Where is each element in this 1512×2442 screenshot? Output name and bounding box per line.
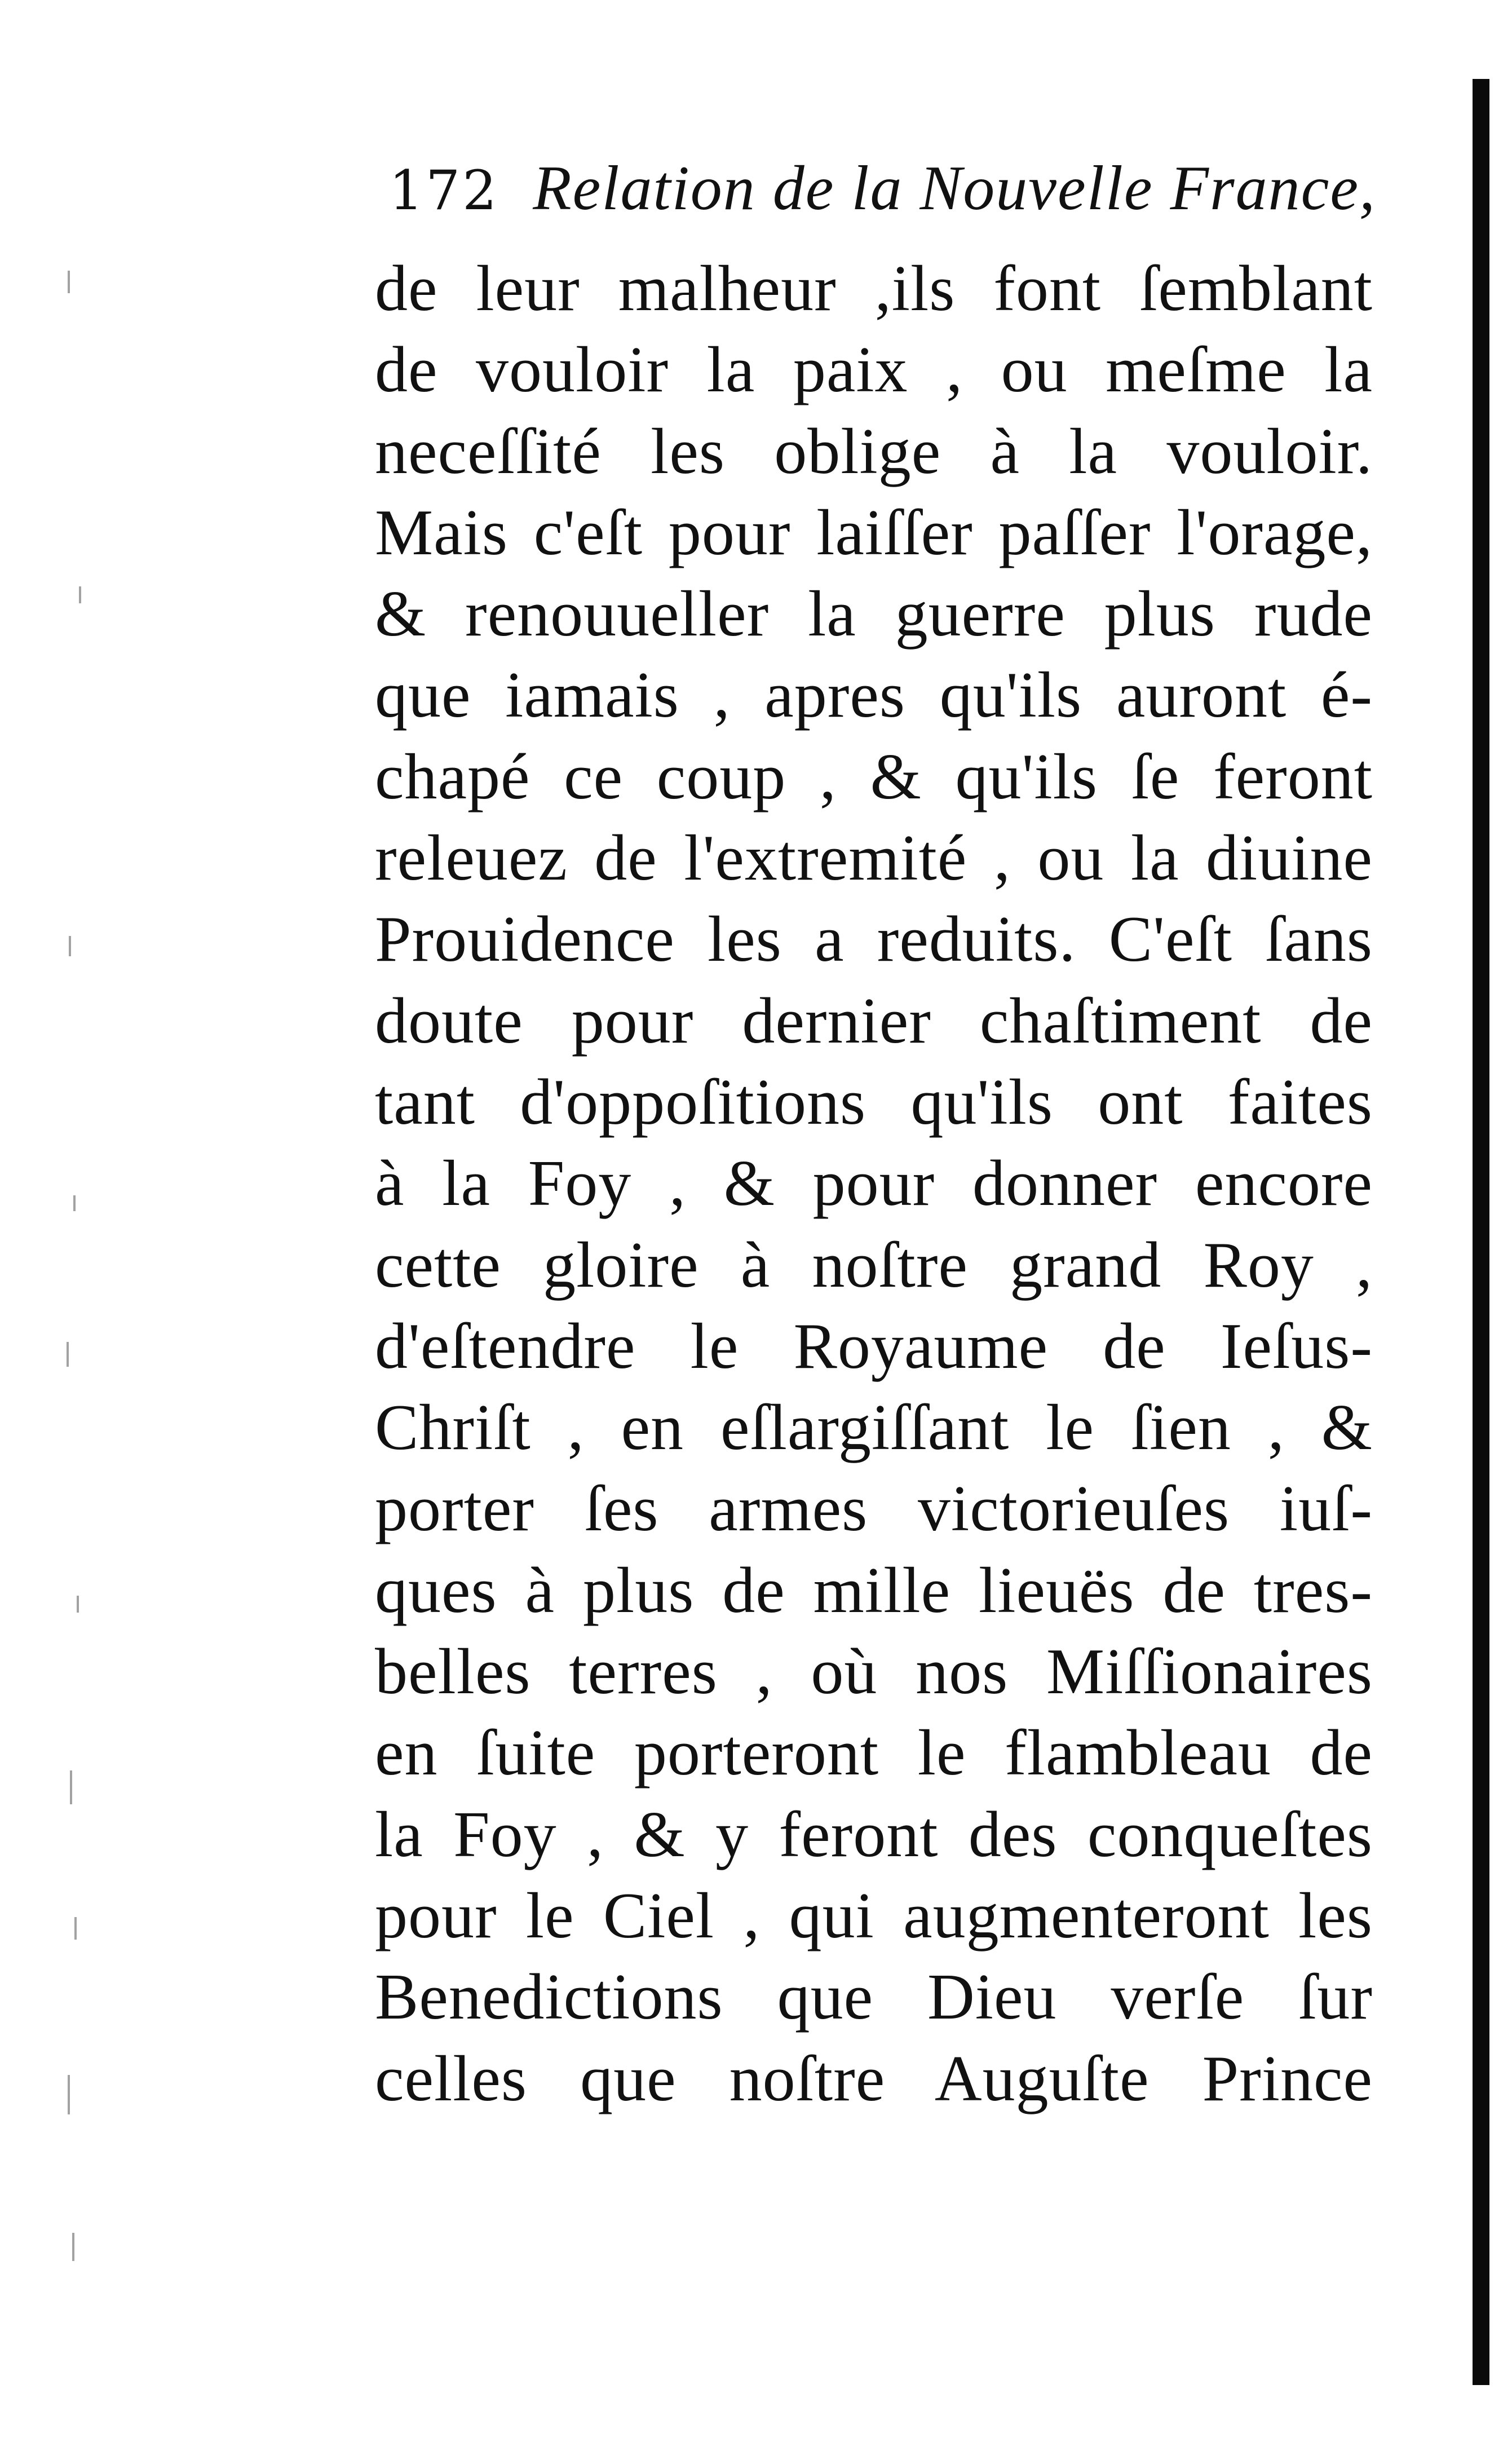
text-line: à la Foy , & pour donner encore	[375, 1147, 1373, 1220]
text-line: de vouloir la paix , ou meſme la	[375, 334, 1373, 407]
text-line: de leur malheur ,ils font ſemblant	[375, 253, 1373, 325]
text-line: chapé ce coup , & qu'ils ſe feront	[375, 740, 1373, 813]
text-line: doute pour dernier chaſtiment de	[375, 984, 1373, 1057]
text-line: en ſuite porteront le flambleau de	[375, 1717, 1373, 1790]
page-edge-shadow	[1473, 79, 1489, 2385]
page-header	[389, 152, 1377, 248]
text-line: & renouueller la guerre plus rude	[375, 578, 1373, 651]
text-line: porter ſes armes victorieuſes iuſ-	[375, 1473, 1373, 1545]
text-line: celles que noſtre Auguſte Prince	[375, 2042, 1373, 2115]
text-line: Mais c'eſt pour laiſſer paſſer l'orage,	[375, 496, 1373, 569]
text-line: tant d'oppoſitions qu'ils ont faites	[375, 1066, 1373, 1138]
text-line: la Foy , & y feront des conqueſtes	[375, 1798, 1373, 1871]
text-line: belles terres , où nos Miſſionaires	[375, 1636, 1373, 1708]
text-line: d'eſtendre le Royaume de Ieſus-	[375, 1310, 1373, 1383]
text-line: releuez de l'extremité , ou la diuine	[375, 822, 1373, 895]
text-line: neceſſité les oblige à la vouloir.	[375, 415, 1373, 488]
text-line: Benedictions que Dieu verſe ſur	[375, 1961, 1373, 2034]
text-line: cette gloire à noſtre grand Roy ,	[375, 1229, 1373, 1301]
gutter-specks	[62, 271, 96, 2357]
running-head: Relation de la Nouvelle France,	[533, 153, 1377, 223]
text-line: Prouidence les a reduits. C'eſt ſans	[375, 903, 1373, 976]
text-line: pour le Ciel , qui augmenteront les	[375, 1879, 1373, 1952]
text-line: ques à plus de mille lieuës de tres-	[375, 1554, 1373, 1627]
text-line: Chriſt , en eſlargiſſant le ſien , &	[375, 1392, 1373, 1464]
body-text	[375, 248, 1373, 2119]
page-number: 172	[389, 159, 499, 222]
text-line: que iamais , apres qu'ils auront é-	[375, 659, 1373, 732]
